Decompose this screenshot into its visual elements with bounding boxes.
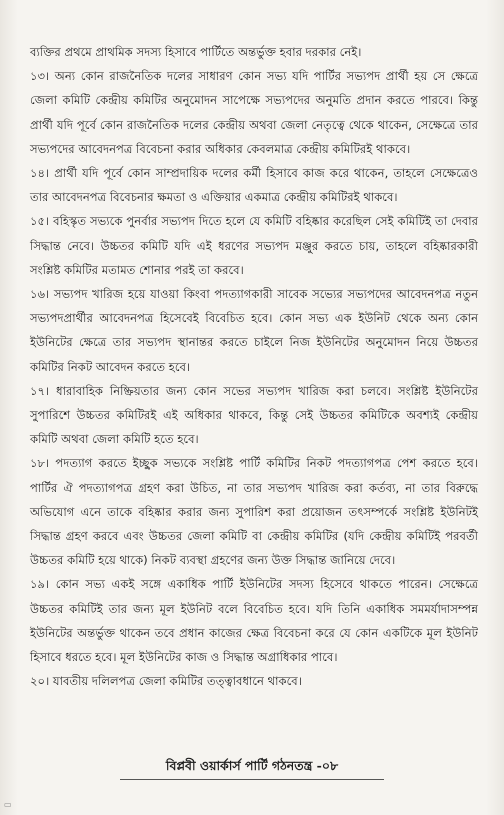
paragraph-20: ২০। যাবতীয় দলিলপত্র জেলা কমিটির তত্ত্বাবধানে থাকবে। (30, 674, 302, 689)
scan-mark-icon: ▭ (4, 800, 12, 809)
paragraph-18: ১৮। পদত্যাগ করতে ইচ্ছুক সভ্যকে সংশ্লিষ্ট পার্টি কমিটির নিকট পদত্যাগপত্র পেশ করতে হবে। পার্টির ঐ পদত্যাগপত্র গ্রহণ করা উচিত, না তার সভ্যপদ খারিজ করা কর্তব্য, না তার বিরুদ্ধে অভিযোগ এনে তাকে বহিষ্কার করার জন্য সুপারিশ করা প্রয়োজন তৎসম্পর্কে সংশ্লিষ্ট ইউনিটই সিদ্ধান্ত গ্রহণ করবে এবং উচ্চতর জেলা কমিটি বা কেন্দ্রীয় কমিটির (যদি কেন্দ্রীয় কমিটিই পরবর্তী উচ্চতর কমিটি হয়ে থাকে) নিকট ব্যবস্থা গ্রহণের জন্য উক্ত সিদ্ধান্ত জানিয়ে দেবে। (30, 456, 478, 568)
document-body (30, 40, 478, 693)
footer-divider (120, 779, 384, 780)
paragraph-16: ১৬। সভ্যপদ খারিজ হয়ে যাওয়া কিংবা পদত্যাগকারী সাবেক সভ্যের সভ্যপদের আবেদনপত্র নতুন সভ্যপদপ্রার্থীর আবেদনপত্র হিসেবেই বিবেচিত হবে। কোন সভ্য এক ইউনিট থেকে অন্য কোন ইউনিটের ক্ষেত্রে তার সভ্যপদ স্থানান্তর করতে চাইলে নিজ ইউনিটের অনুমোদন নিয়ে উচ্চতর কমিটির নিকট আবেদন করতে হবে। (30, 287, 478, 374)
paragraph-19: ১৯। কোন সভ্য একই সঙ্গে একাধিক পার্টি ইউনিটের সদস্য হিসেবে থাকতে পারেন। সেক্ষেত্রে উচ্চতর কমিটিই তার জন্য মূল ইউনিট বলে বিবেচিত হবে। যদি তিনি একাধিক সমমর্যাদাসম্পন্ন ইউনিটের অন্তর্ভুক্ত থাকেন তবে প্রধান কাজের ক্ষেত্র বিবেচনা করে যে কোন একটিকে মূল ইউনিট হিসাবে ধরতে হবে। মূল ইউনিটের কাজ ও সিদ্ধান্ত অগ্রাধিকার পাবে। (30, 577, 478, 665)
page-footer: বিপ্লবী ওয়ার্কার্স পার্টি গঠনতন্ত্র -০৮ (165, 758, 339, 773)
paragraph-14: ১৪। প্রার্থী যদি পূর্বে কোন সাম্প্রদায়িক দলের কর্মী হিসাবে কাজ করে থাকেন, তাহলে সেক্ষেত্রেও তার আবেদনপত্র বিবেচনার ক্ষমতা ও এক্তিয়ার একমাত্র কেন্দ্রীয় কমিটিরই থাকবে। (30, 166, 478, 205)
paragraph-intro: ব্যক্তির প্রথমে প্রাথমিক সদস্য হিসাবে পার্টিতে অন্তর্ভুক্ত হবার দরকার নেই। (30, 45, 362, 59)
paragraph-15: ১৫। বহিস্কৃত সভ্যকে পুনর্বার সভ্যপদ দিতে হলে যে কমিটি বহিষ্কার করেছিল সেই কমিটিই তা দেবার সিদ্ধান্ত নেবে। উচ্চতর কমিটি যদি এই ধরণের সভ্যপদ মঞ্জুর করতে চায়, তাহলে বহিষ্কারকারী সংশ্লিষ্ট কমিটির মতামত শোনার পরই তা করবে। (30, 214, 478, 277)
paragraph-13: ১৩। অন্য কোন রাজনৈতিক দলের সাধারণ কোন সভ্য যদি পার্টির সভ্যপদ প্রার্থী হয় সে ক্ষেত্রে জেলা কমিটি কেন্দ্রীয় কমিটির অনুমোদন সাপেক্ষে সভ্যপদের অনুমতি প্রদান করতে পারবে। কিন্তু প্রার্থী যদি পূর্বে কোন রাজনৈতিক দলের কেন্দ্রীয় অথবা জেলা নেতৃত্বে থেকে থাকেন, সেক্ষেত্রে তার সভ্যপদের আবেদনপত্র বিবেচনা করার অধিকার কেবলমাত্র কেন্দ্রীয় কমিটিরই থাকবে। (30, 69, 478, 156)
paragraph-17: ১৭। ধারাবাহিক নিষ্ক্রিয়তার জন্য কোন সভের সভ্যপদ খারিজ করা চলবে। সংশ্লিষ্ট ইউনিটের সুপারিশে উচ্চতর কমিটিরই এই অধিকার থাকবে, কিন্তু সেই উচ্চতর কমিটিকে অবশ্যই কেন্দ্রীয় কমিটি অথবা জেলা কমিটি হতে হবে। (30, 383, 478, 447)
